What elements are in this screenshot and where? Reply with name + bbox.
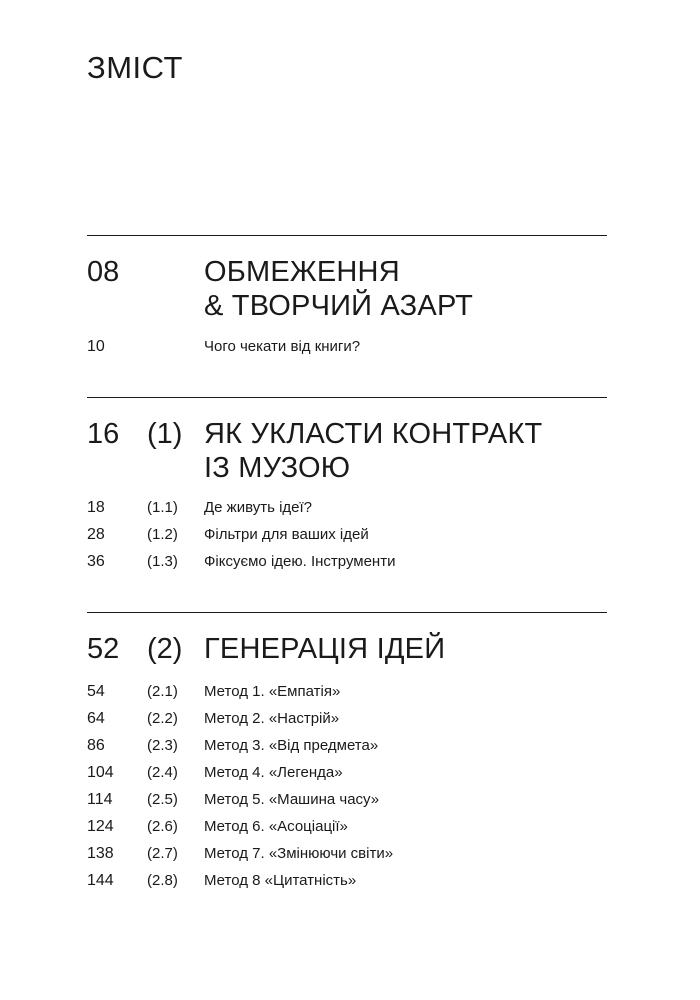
section-title-line: ІЗ МУЗОЮ [204,452,351,484]
section-title-line: ЯК УКЛАСТИ КОНТРАКТ [204,418,543,450]
section-number: (2) [147,633,183,665]
section-page-number: 52 [87,633,120,665]
entry-title: Метод 2. «Настрій» [204,710,340,727]
entry-title: Метод 3. «Від предмета» [204,737,379,754]
section-title-line: & ТВОРЧИЙ АЗАРТ [204,290,474,322]
section-page-number: 08 [87,256,120,288]
section-divider [87,397,607,398]
toc-entry[interactable] [0,843,700,865]
entry-title: Метод 1. «Емпатія» [204,683,341,700]
section-title [204,632,445,666]
entry-title: Чого чекати від книги? [204,338,361,355]
page-title: ЗМІСТ [87,50,183,85]
entry-page-number: 138 [87,845,114,862]
toc-entry[interactable] [0,524,700,546]
entry-page-number: 64 [87,710,105,727]
entry-number: (1.1) [147,499,178,516]
section-page-number: 16 [87,418,120,450]
entry-page-number: 18 [87,499,105,516]
toc-entry[interactable] [0,870,700,892]
entry-page-number: 10 [87,338,105,355]
entry-page-number: 144 [87,872,114,889]
entry-number: (1.2) [147,526,178,543]
entry-number: (2.4) [147,764,178,781]
entry-title: Метод 8 «Цитатність» [204,872,357,889]
entry-number: (2.8) [147,872,178,889]
entry-number: (2.1) [147,683,178,700]
entry-title: Фіксуємо ідею. Інструменти [204,553,396,570]
entry-number: (2.7) [147,845,178,862]
section-divider [87,235,607,236]
section-number: (1) [147,418,183,450]
toc-entry[interactable] [0,336,700,358]
entry-number: (1.3) [147,553,178,570]
entry-title: Метод 7. «Змінюючи світи» [204,845,394,862]
entry-page-number: 86 [87,737,105,754]
entry-page-number: 114 [87,791,113,808]
entry-number: (2.6) [147,818,178,835]
entry-title: Метод 6. «Асоціації» [204,818,348,835]
toc-entry[interactable] [0,681,700,703]
entry-title: Метод 5. «Машина часу» [204,791,380,808]
entry-page-number: 104 [87,764,114,781]
entry-page-number: 28 [87,526,105,543]
toc-entry[interactable] [0,816,700,838]
entry-page-number: 54 [87,683,105,700]
entry-number: (2.3) [147,737,178,754]
toc-entry[interactable] [0,789,700,811]
entry-page-number: 36 [87,553,105,570]
section-title [204,255,473,323]
entry-title: Фільтри для ваших ідей [204,526,369,543]
toc-entry[interactable] [0,735,700,757]
toc-entry[interactable] [0,708,700,730]
entry-number: (2.2) [147,710,178,727]
entry-title: Метод 4. «Легенда» [204,764,343,781]
entry-title: Де живуть ідеї? [204,499,313,516]
section-title-line: ГЕНЕРАЦІЯ ІДЕЙ [204,633,446,665]
toc-entry[interactable] [0,551,700,573]
toc-entry[interactable] [0,762,700,784]
entry-page-number: 124 [87,818,114,835]
section-divider [87,612,607,613]
toc-entry[interactable] [0,497,700,519]
section-title [204,417,542,485]
entry-number: (2.5) [147,791,178,808]
section-title-line: ОБМЕЖЕННЯ [204,256,400,288]
